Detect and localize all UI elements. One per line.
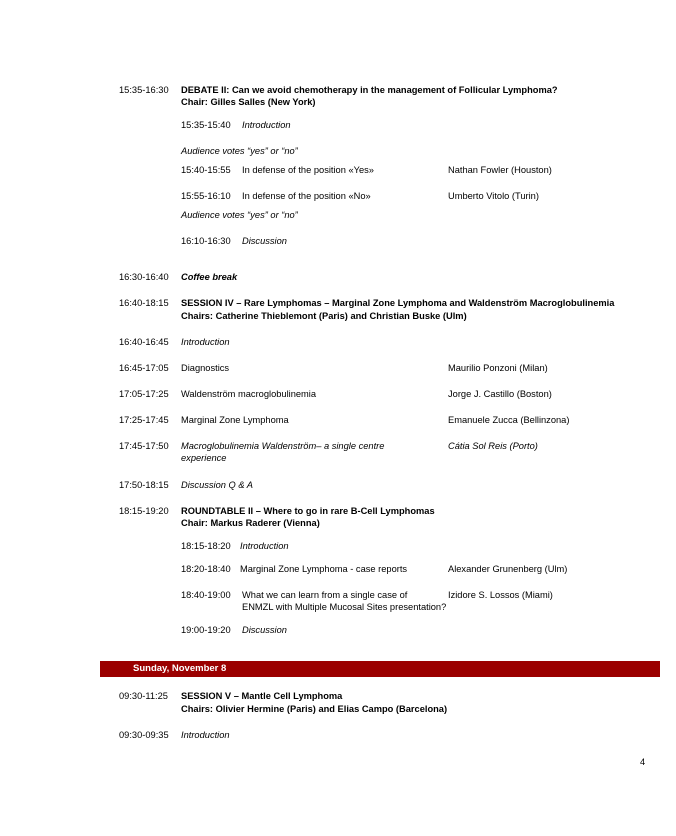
coffee-time: 16:30-16:40: [119, 272, 169, 282]
debate-title: DEBATE II: Can we avoid chemotherapy in the management of Follicular Lymphoma?: [181, 85, 558, 95]
session4-item-speaker: Emanuele Zucca (Bellinzona): [448, 415, 570, 425]
session5-item-time: 09:30-09:35: [119, 730, 169, 740]
roundtable-item-time: 18:15-18:20: [181, 541, 231, 551]
session4-item-label: Discussion Q & A: [181, 480, 253, 490]
day-banner: [100, 661, 660, 677]
session4-item-time: 17:05-17:25: [119, 389, 169, 399]
roundtable-item-label: Introduction: [240, 541, 289, 551]
roundtable-item-label: Marginal Zone Lymphoma - case reports: [240, 564, 408, 574]
session4-item-time: 16:45-17:05: [119, 363, 169, 373]
debate-audience-vote: Audience votes “yes” or “no”: [181, 146, 298, 156]
session4-item-time: 17:25-17:45: [119, 415, 169, 425]
roundtable-title: ROUNDTABLE II – Where to go in rare B-Cell Lymphomas: [181, 506, 435, 516]
session4-item-label: Macroglobulinemia Waldenström– a single centre experience: [181, 441, 385, 463]
session5-time: 09:30-11:25: [119, 691, 168, 701]
session4-chairs: Chairs: Catherine Thieblemont (Paris) and Christian Buske (Ulm): [181, 311, 467, 321]
coffee-label: Coffee break: [181, 272, 238, 282]
session4-item-label: Marginal Zone Lymphoma: [181, 415, 289, 425]
debate-item-speaker: Nathan Fowler (Houston): [448, 165, 552, 175]
session4-item-speaker: Cátia Sol Reis (Porto): [448, 441, 538, 451]
roundtable-item-label: Discussion: [242, 625, 287, 635]
day-banner-label: Sunday, November 8: [133, 663, 227, 674]
roundtable-chair: Chair: Markus Raderer (Vienna): [181, 518, 320, 528]
roundtable-item-speaker: Alexander Grunenberg (Ulm): [448, 564, 568, 574]
roundtable-item-time: 18:20-18:40: [181, 564, 231, 574]
session4-item-label: Introduction: [181, 337, 230, 347]
debate-item-label: Introduction: [242, 120, 291, 130]
session4-item-time: 16:40-16:45: [119, 337, 169, 347]
debate-time: 15:35-16:30: [119, 85, 169, 95]
roundtable-item-speaker: Izidore S. Lossos (Miami): [448, 590, 553, 600]
session5-title: SESSION V – Mantle Cell Lymphoma: [181, 691, 343, 701]
debate-item-label: In defense of the position «No»: [242, 191, 371, 201]
session4-item-label: Waldenström macroglobulinemia: [181, 389, 317, 399]
debate-item-label: In defense of the position «Yes»: [242, 165, 374, 175]
debate-item-speaker: Umberto Vitolo (Turin): [448, 191, 539, 201]
session5-item-label: Introduction: [181, 730, 230, 740]
session4-item-time: 17:50-18:15: [119, 480, 169, 490]
debate-item-time: 16:10-16:30: [181, 236, 231, 246]
debate-chair: Chair: Gilles Salles (New York): [181, 97, 316, 107]
roundtable-time: 18:15-19:20: [119, 506, 169, 516]
session4-item-label: Diagnostics: [181, 363, 230, 373]
debate-item-time: 15:55-16:10: [181, 191, 231, 201]
roundtable-item-time: 18:40-19:00: [181, 590, 231, 600]
session4-time: 16:40-18:15: [119, 298, 169, 308]
roundtable-item-label: What we can learn from a single case of: [242, 590, 408, 600]
session4-item-time: 17:45-17:50: [119, 441, 169, 451]
roundtable-item-label-continued: ENMZL with Multiple Mucosal Sites presentation?: [242, 602, 447, 612]
session4-title: SESSION IV – Rare Lymphomas – Marginal Zone Lymphoma and Waldenström Macroglobulinemia: [181, 298, 615, 308]
roundtable-item-time: 19:00-19:20: [181, 625, 231, 635]
session4-item-speaker: Jorge J. Castillo (Boston): [448, 389, 552, 399]
session5-chairs: Chairs: Olivier Hermine (Paris) and Elias Campo (Barcelona): [181, 704, 448, 714]
debate-audience-vote: Audience votes “yes” or “no”: [181, 210, 298, 220]
debate-item-time: 15:40-15:55: [181, 165, 231, 175]
debate-item-time: 15:35-15:40: [181, 120, 231, 130]
page-number: 4: [640, 757, 646, 767]
debate-item-label: Discussion: [242, 236, 287, 246]
session4-item-speaker: Maurilio Ponzoni (Milan): [448, 363, 548, 373]
